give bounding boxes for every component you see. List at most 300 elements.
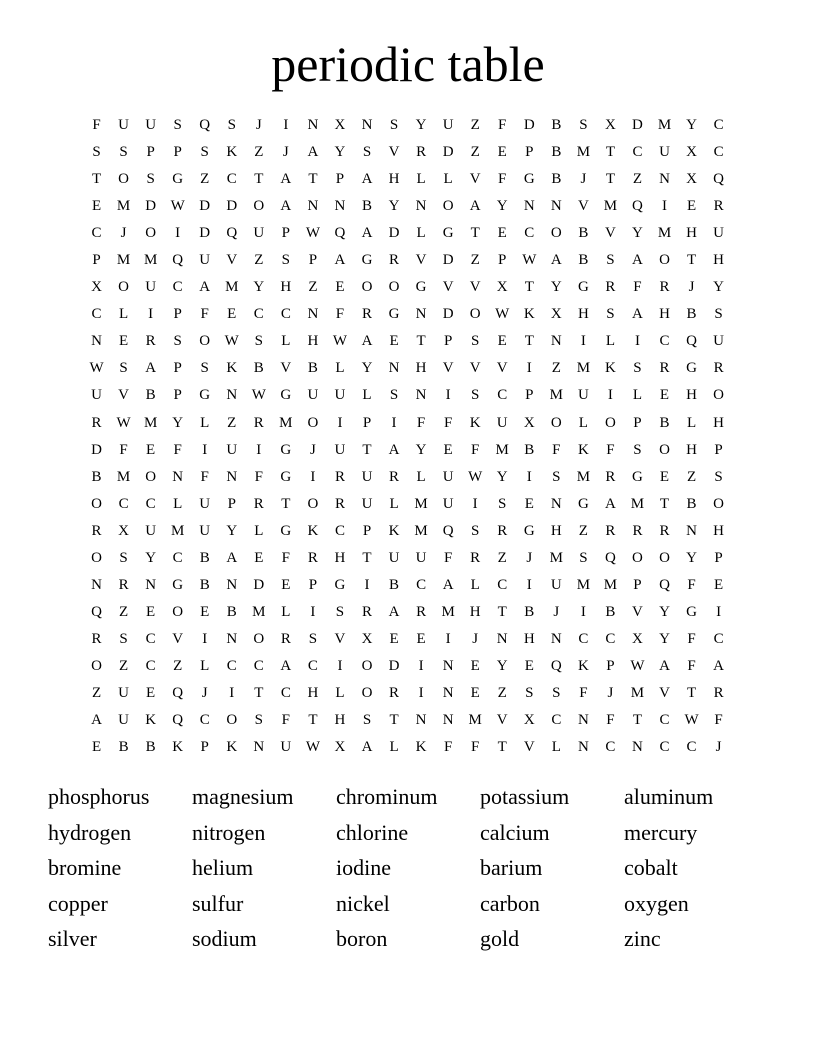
grid-letter: S — [606, 306, 615, 323]
grid-letter: V — [469, 279, 481, 296]
grid-letter: Q — [334, 225, 346, 242]
grid-letter: S — [471, 333, 480, 350]
grid-letter: M — [252, 603, 266, 620]
grid-letter: F — [416, 414, 426, 431]
grid-letter: E — [470, 657, 480, 674]
grid-letter: D — [388, 657, 400, 674]
grid-letter: W — [495, 306, 510, 323]
grid-letter: R — [280, 630, 291, 647]
grid-letter: G — [686, 360, 697, 377]
grid-letter: Y — [415, 117, 427, 133]
grid-letter: M — [116, 252, 131, 269]
grid-letter: P — [362, 414, 372, 431]
grid-letter: M — [414, 495, 428, 512]
grid-letter: H — [686, 441, 697, 458]
grid-letter: E — [416, 630, 426, 647]
grid-letter: A — [334, 252, 346, 269]
grid-letter: M — [603, 576, 618, 593]
grid-letter: Y — [334, 144, 346, 161]
grid-letter: Z — [551, 360, 561, 377]
grid-letter: A — [307, 144, 319, 161]
word-list-item: magnesium — [192, 784, 294, 809]
grid-letter: F — [498, 171, 507, 188]
grid-letter: W — [116, 414, 131, 431]
grid-letter: G — [334, 576, 346, 593]
grid-letter: S — [362, 712, 372, 729]
grid-letter: F — [633, 279, 642, 296]
grid-letter: E — [335, 279, 345, 296]
grid-letter: H — [713, 522, 725, 539]
grid-letter: Q — [632, 198, 643, 215]
grid-letter: V — [442, 279, 454, 296]
grid-letter: P — [173, 360, 182, 377]
grid-letter: O — [469, 306, 481, 323]
grid-letter: E — [91, 198, 102, 215]
grid-letter: P — [714, 441, 723, 458]
grid-letter: I — [607, 387, 613, 404]
grid-letter: C — [172, 549, 183, 566]
grid-letter: K — [172, 739, 184, 756]
grid-letter: C — [659, 333, 670, 350]
grid-letter: V — [469, 360, 481, 377]
grid-letter: C — [632, 144, 643, 161]
grid-letter: T — [362, 549, 372, 566]
grid-letter: F — [687, 657, 696, 674]
grid-letter: J — [201, 684, 208, 701]
grid-letter: C — [145, 657, 156, 674]
grid-letter: N — [577, 712, 589, 729]
grid-letter: Z — [254, 144, 264, 161]
grid-letter: V — [334, 630, 346, 647]
grid-letter: E — [146, 603, 156, 620]
grid-letter: C — [280, 306, 291, 323]
grid-letter: S — [335, 603, 345, 620]
grid-letter: I — [256, 441, 262, 458]
grid-letter: V — [442, 360, 454, 377]
grid-letter: M — [116, 468, 131, 485]
grid-letter: C — [497, 576, 508, 593]
grid-letter: O — [361, 684, 373, 701]
grid-letter: F — [687, 576, 696, 593]
grid-letter: Z — [200, 171, 210, 188]
grid-letter: B — [659, 414, 670, 431]
grid-letter: O — [226, 712, 238, 729]
grid-letter: F — [119, 441, 128, 458]
grid-letter: N — [388, 360, 400, 377]
grid-letter: M — [576, 144, 591, 161]
grid-letter: G — [280, 468, 292, 485]
grid-letter: A — [199, 279, 211, 296]
grid-letter: X — [361, 630, 373, 647]
grid-letter: N — [334, 198, 346, 215]
grid-letter: A — [280, 171, 292, 188]
grid-letter: N — [415, 387, 427, 404]
grid-letter: N — [226, 576, 238, 593]
grid-letter: M — [170, 522, 185, 539]
grid-letter: F — [443, 549, 453, 566]
grid-letter: W — [305, 225, 320, 242]
grid-letter: G — [442, 225, 454, 242]
grid-letter: R — [253, 414, 264, 431]
grid-letter: J — [255, 117, 262, 133]
grid-letter: D — [388, 225, 400, 242]
grid-letter: M — [143, 252, 158, 269]
grid-letter: R — [118, 576, 129, 593]
grid-letter: R — [145, 333, 156, 350]
grid-letter: P — [200, 739, 209, 756]
grid-letter: C — [713, 117, 724, 133]
grid-letter: V — [496, 360, 508, 377]
word-list-item: bromine — [48, 855, 122, 881]
grid-letter: N — [253, 739, 265, 756]
grid-letter: A — [361, 225, 373, 242]
grid-letter: U — [361, 495, 373, 512]
grid-letter: L — [416, 225, 426, 242]
grid-letter: I — [202, 630, 208, 647]
grid-letter: P — [714, 549, 723, 566]
grid-letter: V — [523, 739, 535, 756]
word-list-item: iodine — [336, 855, 391, 881]
grid-letter: E — [497, 225, 507, 242]
grid-letter: R — [334, 495, 345, 512]
grid-letter: S — [119, 549, 128, 566]
word-list-item: sulfur — [192, 890, 244, 916]
grid-letter: R — [713, 684, 724, 701]
grid-letter: N — [226, 630, 238, 647]
grid-letter: G — [199, 387, 211, 404]
grid-letter: O — [253, 198, 265, 215]
grid-letter: I — [175, 225, 181, 242]
grid-letter: F — [498, 117, 507, 133]
grid-letter: V — [496, 712, 508, 729]
grid-letter: M — [116, 198, 131, 215]
word-list-item: mercury — [624, 819, 698, 845]
grid-letter: P — [173, 144, 182, 161]
grid-letter: N — [307, 198, 319, 215]
grid-letter: P — [173, 387, 182, 404]
grid-letter: C — [91, 225, 102, 242]
grid-letter: F — [606, 441, 615, 458]
grid-letter: R — [361, 306, 372, 323]
grid-letter: M — [279, 414, 293, 431]
grid-letter: G — [172, 576, 184, 593]
grid-letter: B — [226, 603, 237, 620]
grid-letter: U — [415, 549, 427, 566]
grid-letter: T — [686, 684, 697, 701]
grid-letter: C — [253, 306, 264, 323]
grid-letter: A — [469, 198, 481, 215]
grid-letter: Q — [199, 117, 211, 133]
grid-letter: A — [226, 549, 238, 566]
grid-letter: U — [118, 712, 129, 729]
grid-letter: R — [632, 522, 643, 539]
grid-letter: E — [389, 630, 399, 647]
grid-letter: C — [199, 712, 210, 729]
grid-letter: F — [443, 414, 453, 431]
grid-letter: P — [281, 225, 291, 242]
grid-letter: C — [253, 657, 264, 674]
grid-letter: K — [226, 144, 238, 161]
grid-letter: M — [549, 549, 563, 566]
grid-letter: H — [334, 712, 346, 729]
grid-letter: Z — [308, 279, 318, 296]
grid-letter: T — [497, 739, 507, 756]
grid-letter: G — [577, 279, 589, 296]
grid-letter: A — [280, 198, 292, 215]
grid-letter: B — [551, 144, 562, 161]
grid-letter: F — [281, 712, 291, 729]
grid-letter: I — [418, 684, 424, 701]
grid-letter: H — [334, 549, 346, 566]
grid-letter: R — [713, 198, 724, 215]
grid-letter: B — [524, 603, 535, 620]
grid-letter: D — [523, 117, 535, 133]
grid-letter: A — [604, 495, 616, 512]
grid-letter: J — [688, 279, 695, 296]
grid-letter: C — [659, 739, 670, 756]
grid-letter: S — [254, 333, 263, 350]
grid-letter: I — [526, 468, 532, 485]
grid-letter: B — [253, 360, 264, 377]
grid-letter: I — [716, 603, 722, 620]
grid-letter: E — [686, 198, 697, 215]
grid-letter: S — [552, 684, 561, 701]
grid-letter: L — [686, 414, 697, 431]
grid-letter: Y — [550, 279, 562, 296]
grid-letter: I — [662, 198, 667, 215]
word-list-item: silver — [48, 926, 97, 952]
grid-letter: N — [686, 522, 697, 539]
grid-letter: Q — [226, 225, 238, 242]
grid-letter: O — [145, 468, 157, 485]
grid-letter: U — [91, 387, 102, 404]
grid-letter: C — [578, 630, 589, 647]
grid-letter: M — [143, 414, 158, 431]
grid-letter: O — [659, 549, 670, 566]
grid-letter: I — [229, 684, 235, 701]
grid-letter: O — [659, 252, 670, 269]
grid-letter: R — [91, 630, 102, 647]
grid-letter: T — [362, 441, 372, 458]
grid-letter: A — [550, 252, 562, 269]
grid-letter: H — [523, 630, 535, 647]
grid-letter: M — [225, 279, 239, 296]
word-list-item: gold — [480, 926, 520, 952]
grid-letter: B — [361, 198, 372, 215]
grid-letter: S — [119, 630, 128, 647]
grid-letter: T — [524, 279, 534, 296]
word-list-item: oxygen — [624, 890, 689, 916]
grid-letter: D — [199, 225, 211, 242]
grid-letter: S — [714, 468, 723, 485]
grid-letter: I — [526, 360, 532, 377]
grid-letter: Y — [361, 360, 373, 377]
grid-letter: O — [713, 387, 725, 404]
grid-letter: S — [362, 144, 372, 161]
grid-letter: O — [659, 441, 670, 458]
grid-letter: P — [173, 306, 182, 323]
grid-letter: H — [713, 414, 725, 431]
grid-letter: W — [224, 333, 239, 350]
grid-letter: G — [280, 387, 292, 404]
grid-letter: T — [91, 171, 102, 188]
grid-letter: S — [633, 441, 642, 458]
grid-letter: B — [389, 576, 400, 593]
grid-letter: I — [526, 576, 532, 593]
grid-letter: S — [308, 630, 318, 647]
grid-letter: Y — [496, 198, 508, 215]
grid-letter: I — [202, 441, 208, 458]
grid-letter: S — [389, 117, 399, 133]
grid-letter: T — [605, 144, 615, 161]
grid-letter: U — [713, 333, 725, 350]
grid-letter: C — [686, 739, 697, 756]
grid-letter: R — [389, 252, 400, 269]
grid-letter: O — [145, 225, 157, 242]
grid-letter: F — [471, 441, 480, 458]
word-list-item: carbon — [480, 890, 540, 916]
grid-letter: T — [470, 225, 480, 242]
grid-letter: L — [389, 739, 399, 756]
word-list-item: boron — [336, 926, 388, 952]
grid-letter: C — [145, 630, 156, 647]
grid-letter: V — [415, 252, 427, 269]
grid-letter: L — [281, 333, 291, 350]
grid-letter: O — [604, 414, 616, 431]
grid-letter: U — [442, 495, 454, 512]
grid-letter: Q — [713, 171, 725, 188]
grid-letter: B — [686, 306, 697, 323]
grid-letter: N — [523, 198, 535, 215]
grid-letter: L — [416, 468, 426, 485]
grid-letter: R — [605, 279, 616, 296]
grid-letter: H — [415, 360, 427, 377]
grid-letter: T — [497, 603, 507, 620]
grid-letter: N — [91, 333, 102, 350]
grid-letter: G — [632, 468, 643, 485]
grid-letter: M — [603, 198, 618, 215]
grid-letter: J — [120, 225, 127, 242]
grid-letter: B — [686, 495, 697, 512]
grid-letter: C — [713, 630, 724, 647]
grid-letter: P — [498, 252, 507, 269]
grid-letter: S — [200, 360, 209, 377]
grid-letter: S — [525, 684, 534, 701]
grid-letter: T — [308, 712, 318, 729]
grid-letter: D — [442, 306, 454, 323]
grid-letter: H — [388, 171, 400, 188]
grid-letter: N — [442, 657, 454, 674]
grid-letter: S — [552, 468, 561, 485]
grid-letter: X — [550, 306, 562, 323]
grid-letter: W — [468, 468, 483, 485]
word-list-item: cobalt — [624, 855, 678, 881]
grid-letter: C — [172, 279, 183, 296]
grid-letter: Z — [91, 684, 102, 701]
grid-letter: I — [580, 333, 586, 350]
grid-letter: O — [91, 495, 102, 512]
grid-letter: M — [441, 603, 455, 620]
grid-letter: C — [416, 576, 427, 593]
grid-letter: N — [415, 712, 427, 729]
grid-letter: R — [416, 603, 427, 620]
grid-letter: U — [550, 576, 562, 593]
grid-letter: S — [471, 387, 480, 404]
grid-letter: V — [469, 171, 481, 188]
grid-letter: Z — [632, 171, 643, 188]
grid-letter: H — [550, 522, 562, 539]
grid-letter: P — [335, 171, 345, 188]
grid-letter: L — [362, 387, 372, 404]
grid-letter: Q — [91, 603, 102, 620]
grid-letter: F — [173, 441, 182, 458]
grid-letter: N — [442, 684, 454, 701]
grid-letter: M — [630, 684, 645, 701]
grid-letter: R — [361, 603, 372, 620]
grid-letter: L — [200, 657, 210, 674]
grid-letter: J — [553, 603, 560, 620]
grid-letter: S — [119, 360, 128, 377]
grid-letter: N — [442, 712, 454, 729]
grid-letter: S — [633, 360, 642, 377]
grid-letter: U — [145, 522, 157, 539]
grid-letter: J — [309, 441, 316, 458]
grid-letter: A — [361, 171, 373, 188]
grid-letter: L — [470, 576, 480, 593]
grid-letter: N — [577, 739, 589, 756]
grid-letter: Y — [388, 198, 400, 215]
grid-letter: Y — [496, 468, 508, 485]
grid-letter: R — [713, 360, 724, 377]
grid-letter: K — [226, 360, 238, 377]
grid-letter: S — [714, 306, 723, 323]
grid-letter: I — [391, 414, 397, 431]
grid-letter: O — [172, 603, 184, 620]
grid-letter: O — [388, 279, 400, 296]
grid-letter: V — [280, 360, 292, 377]
grid-letter: Y — [145, 549, 157, 566]
grid-letter: R — [91, 522, 102, 539]
grid-letter: N — [145, 576, 157, 593]
grid-letter: U — [145, 279, 157, 296]
grid-letter: T — [254, 171, 264, 188]
grid-letter: X — [334, 739, 346, 756]
grid-letter: F — [687, 630, 696, 647]
grid-letter: Z — [254, 252, 264, 269]
grid-letter: G — [361, 252, 373, 269]
grid-letter: Z — [173, 657, 183, 674]
grid-letter: R — [389, 468, 400, 485]
grid-letter: U — [199, 495, 211, 512]
grid-letter: Z — [118, 657, 129, 674]
grid-letter: X — [686, 144, 697, 161]
grid-letter: B — [199, 549, 210, 566]
grid-letter: S — [92, 144, 101, 161]
grid-letter: V — [172, 630, 184, 647]
grid-letter: U — [442, 468, 454, 485]
grid-letter: N — [226, 468, 238, 485]
grid-letter: K — [577, 657, 589, 674]
grid-letter: Q — [604, 549, 616, 566]
grid-letter: W — [630, 657, 645, 674]
grid-letter: O — [91, 657, 102, 674]
grid-letter: N — [91, 576, 102, 593]
grid-letter: S — [281, 252, 291, 269]
grid-letter: O — [307, 495, 319, 512]
grid-letter: X — [334, 117, 346, 133]
grid-letter: R — [334, 468, 345, 485]
grid-letter: D — [253, 576, 265, 593]
